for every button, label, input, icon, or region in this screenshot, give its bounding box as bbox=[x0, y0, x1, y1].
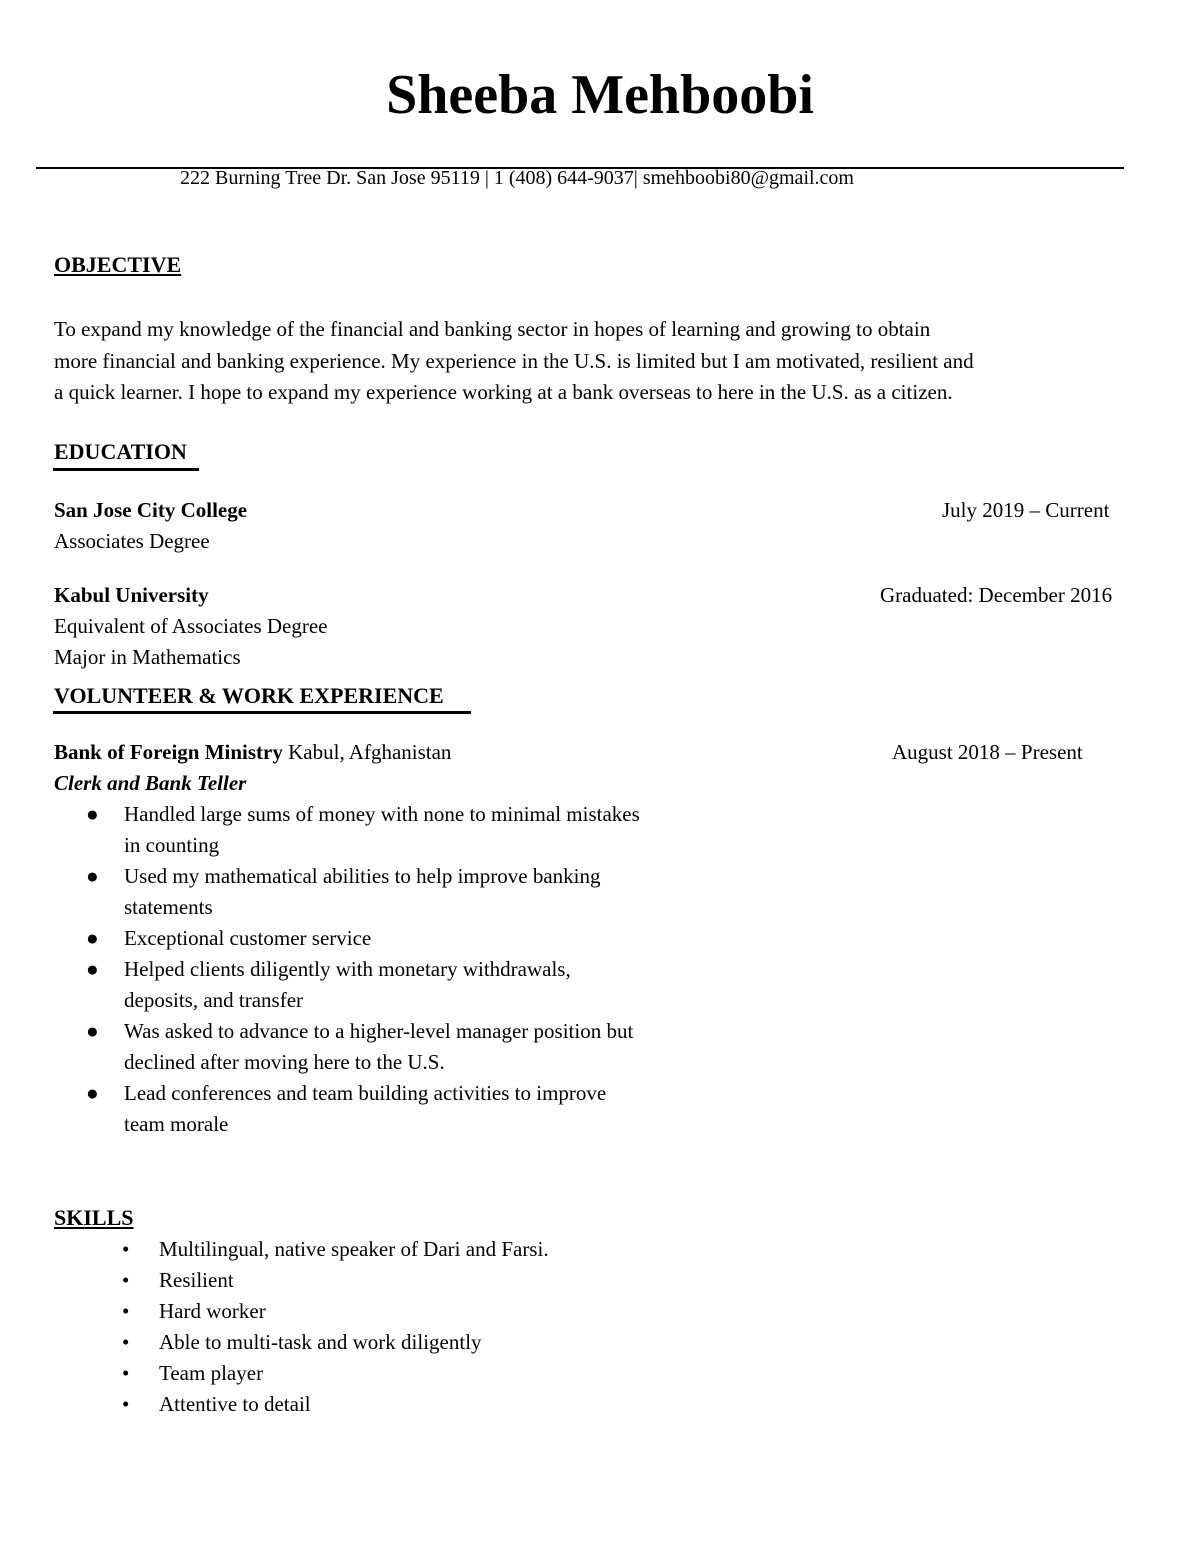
experience-heading: VOLUNTEER & WORK EXPERIENCE bbox=[54, 683, 444, 708]
bullet-icon: ● bbox=[86, 1081, 99, 1105]
skill-text: Multilingual, native speaker of Dari and Farsi. bbox=[159, 1237, 549, 1261]
education-detail: Associates Degree bbox=[54, 529, 210, 553]
skill-item bbox=[122, 1389, 722, 1420]
objective-line: more financial and banking experience. My experience in the U.S. is limited but I am motivated, resilient and bbox=[54, 348, 974, 373]
skills-heading: SKILLS bbox=[54, 1205, 134, 1230]
resume-name: Sheeba Mehboobi bbox=[386, 64, 814, 126]
experience-role: Clerk and Bank Teller bbox=[54, 771, 247, 795]
education-date: July 2019 – Current bbox=[942, 498, 1110, 522]
bullet-icon: • bbox=[122, 1299, 130, 1323]
skill-item bbox=[122, 1265, 722, 1296]
experience-location: Kabul, Afghanistan bbox=[288, 740, 452, 764]
experience-employer-line bbox=[54, 739, 451, 765]
education-heading-rule bbox=[53, 468, 199, 471]
experience-bullet-line: declined after moving here to the U.S. bbox=[124, 1050, 445, 1074]
experience-bullet-list bbox=[86, 799, 726, 1140]
skill-item bbox=[122, 1234, 722, 1265]
contact-info: 222 Burning Tree Dr. San Jose 95119 | 1 (408) 644-9037| smehboobi80@gmail.com bbox=[180, 167, 854, 189]
experience-bullet bbox=[86, 954, 726, 1016]
education-school: San Jose City College bbox=[54, 498, 248, 522]
education-detail: Equivalent of Associates Degree bbox=[54, 614, 328, 638]
skill-text: Resilient bbox=[159, 1268, 234, 1292]
bullet-icon: • bbox=[122, 1268, 130, 1292]
experience-bullet bbox=[86, 1078, 726, 1140]
bullet-icon: ● bbox=[86, 864, 99, 888]
experience-date: August 2018 – Present bbox=[892, 740, 1083, 764]
skill-item bbox=[122, 1296, 722, 1327]
experience-bullet-line: Was asked to advance to a higher-level manager position but bbox=[124, 1019, 634, 1043]
experience-bullet-line: team morale bbox=[124, 1112, 229, 1136]
objective-heading: OBJECTIVE bbox=[54, 252, 182, 277]
experience-bullet-line: Helped clients diligently with monetary withdrawals, bbox=[124, 957, 571, 981]
experience-bullet bbox=[86, 923, 726, 954]
skill-text: Able to multi-task and work diligently bbox=[159, 1330, 482, 1354]
experience-bullet-line: Lead conferences and team building activities to improve bbox=[124, 1081, 607, 1105]
education-school: Kabul University bbox=[54, 583, 209, 607]
bullet-icon: ● bbox=[86, 1019, 99, 1043]
experience-bullet bbox=[86, 861, 726, 923]
education-detail: Major in Mathematics bbox=[54, 645, 241, 669]
skill-item bbox=[122, 1358, 722, 1389]
experience-bullet-line: Used my mathematical abilities to help improve banking bbox=[124, 864, 601, 888]
experience-heading-rule bbox=[53, 711, 471, 714]
objective-line: To expand my knowledge of the financial and banking sector in hopes of learning and growing to obtain bbox=[54, 317, 931, 341]
experience-bullet-line: statements bbox=[124, 895, 213, 919]
objective-paragraph bbox=[54, 314, 1114, 409]
experience-bullet bbox=[86, 1016, 726, 1078]
experience-bullet-line: in counting bbox=[124, 833, 220, 857]
skills-list bbox=[122, 1234, 722, 1420]
experience-employer: Bank of Foreign Ministry bbox=[54, 740, 283, 764]
bullet-icon: • bbox=[122, 1330, 130, 1354]
education-heading: EDUCATION bbox=[54, 439, 187, 464]
bullet-icon: • bbox=[122, 1237, 130, 1261]
bullet-icon: ● bbox=[86, 802, 99, 826]
experience-bullet-line: Exceptional customer service bbox=[124, 926, 372, 950]
education-date: Graduated: December 2016 bbox=[880, 583, 1113, 607]
objective-line: a quick learner. I hope to expand my experience working at a bank overseas to here in the U.S. as a citizen. bbox=[54, 380, 953, 404]
bullet-icon: • bbox=[122, 1361, 130, 1385]
experience-bullet-line: deposits, and transfer bbox=[124, 988, 304, 1012]
skill-item bbox=[122, 1327, 722, 1358]
bullet-icon: ● bbox=[86, 926, 99, 950]
experience-bullet bbox=[86, 799, 726, 861]
skill-text: Attentive to detail bbox=[159, 1392, 311, 1416]
bullet-icon: • bbox=[122, 1392, 130, 1416]
bullet-icon: ● bbox=[86, 957, 99, 981]
skill-text: Team player bbox=[159, 1361, 264, 1385]
experience-bullet-line: Handled large sums of money with none to minimal mistakes bbox=[124, 802, 640, 826]
skill-text: Hard worker bbox=[159, 1299, 266, 1323]
